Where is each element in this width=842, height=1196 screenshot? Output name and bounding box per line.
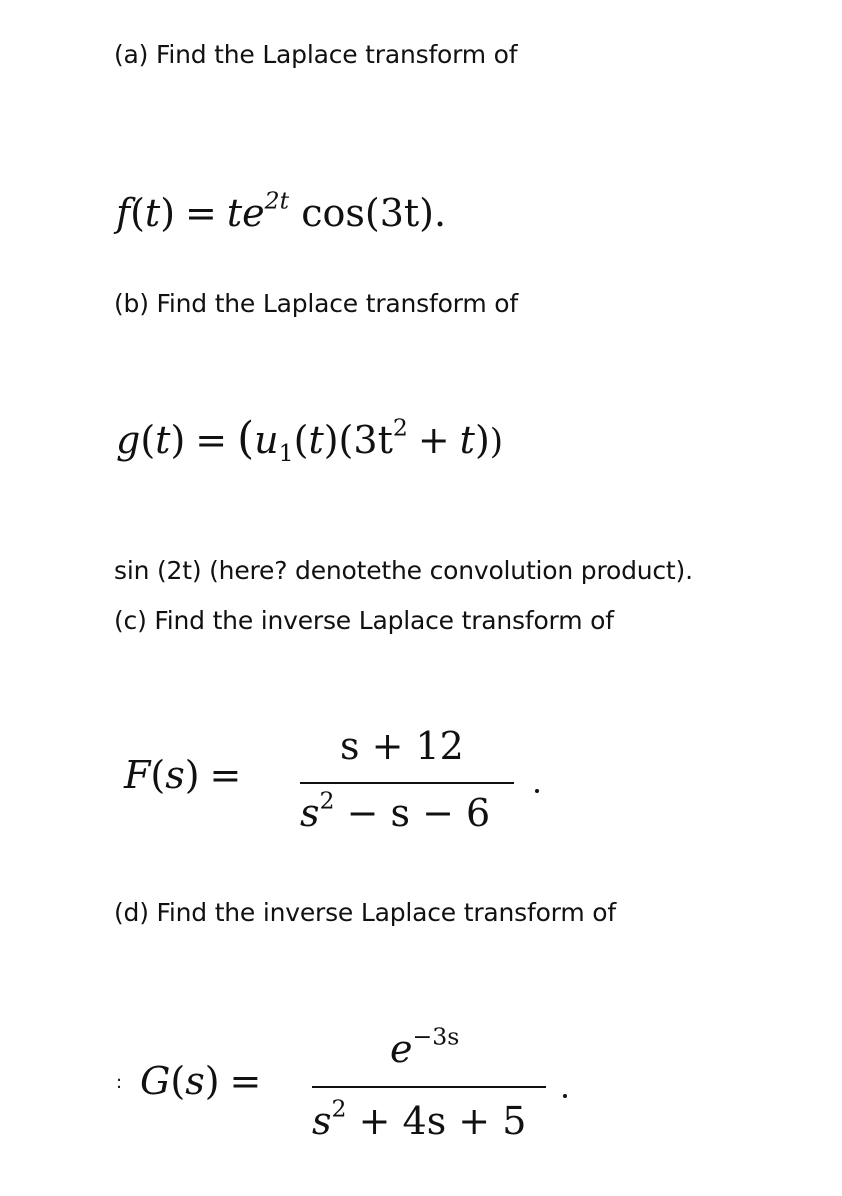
part-c-fraction-bar <box>300 782 514 784</box>
variable-s: s <box>165 753 185 797</box>
cos-function: cos <box>301 191 365 235</box>
step-subscript: 1 <box>278 439 294 468</box>
denominator-s: s <box>300 791 320 835</box>
part-d-lhs: G(s) = <box>140 1059 262 1103</box>
part-d-prompt: (d) Find the inverse Laplace transform of <box>114 898 616 927</box>
cos-argument: 3t <box>379 191 420 235</box>
poly-exponent: 2 <box>392 413 408 442</box>
part-d-end-dot <box>563 1094 567 1098</box>
numerator-exponent: −3s <box>412 1022 460 1051</box>
denominator-exponent: 2 <box>331 1094 347 1123</box>
part-d-numerator <box>390 1022 460 1071</box>
part-d-denominator <box>312 1094 527 1143</box>
variable-t: t <box>155 418 171 462</box>
part-b-continuation: sin (2t) (here? denotethe convolution product). <box>114 556 693 585</box>
part-c-end-dot <box>535 789 539 793</box>
part-c-lhs: F(s) = <box>124 753 242 797</box>
part-b-prompt: (b) Find the Laplace transform of <box>114 289 518 318</box>
poly-tail: t <box>459 418 475 462</box>
function-f: f <box>116 191 131 235</box>
denominator-s: s <box>312 1099 332 1143</box>
part-d-fraction-bar <box>312 1086 546 1088</box>
part-b-equation: $g(t) = (u_1(t)(3t^2 + t))$ <box>116 413 504 468</box>
numerator-e: e <box>390 1027 413 1071</box>
stray-colon-mark: : <box>116 1072 123 1093</box>
denominator-tail: + 4s + 5 <box>358 1099 527 1143</box>
function-F: F <box>124 753 151 797</box>
variable-t: t <box>144 191 161 235</box>
poly-coefficient: 3t <box>353 418 393 462</box>
part-c-denominator <box>300 786 491 835</box>
exponent-2t: 2t <box>264 186 290 215</box>
part-a-equation: $f(t) = te^{2t}$ cos(3t). <box>116 186 447 235</box>
function-G: G <box>140 1059 171 1103</box>
variable-s: s <box>185 1059 205 1103</box>
part-c-prompt: (c) Find the inverse Laplace transform of <box>114 606 614 635</box>
exp-base-e: e <box>242 191 265 235</box>
denominator-tail: − s − 6 <box>346 791 491 835</box>
step-argument: t <box>308 418 324 462</box>
denominator-exponent: 2 <box>319 786 335 815</box>
step-function-u: u <box>254 418 279 462</box>
part-c-numerator: s + 12 <box>340 724 464 768</box>
function-g: g <box>116 418 141 462</box>
part-a-prompt: (a) Find the Laplace transform of <box>114 40 518 69</box>
equation-end-period: . <box>433 191 447 235</box>
factor-t: t <box>226 191 243 235</box>
